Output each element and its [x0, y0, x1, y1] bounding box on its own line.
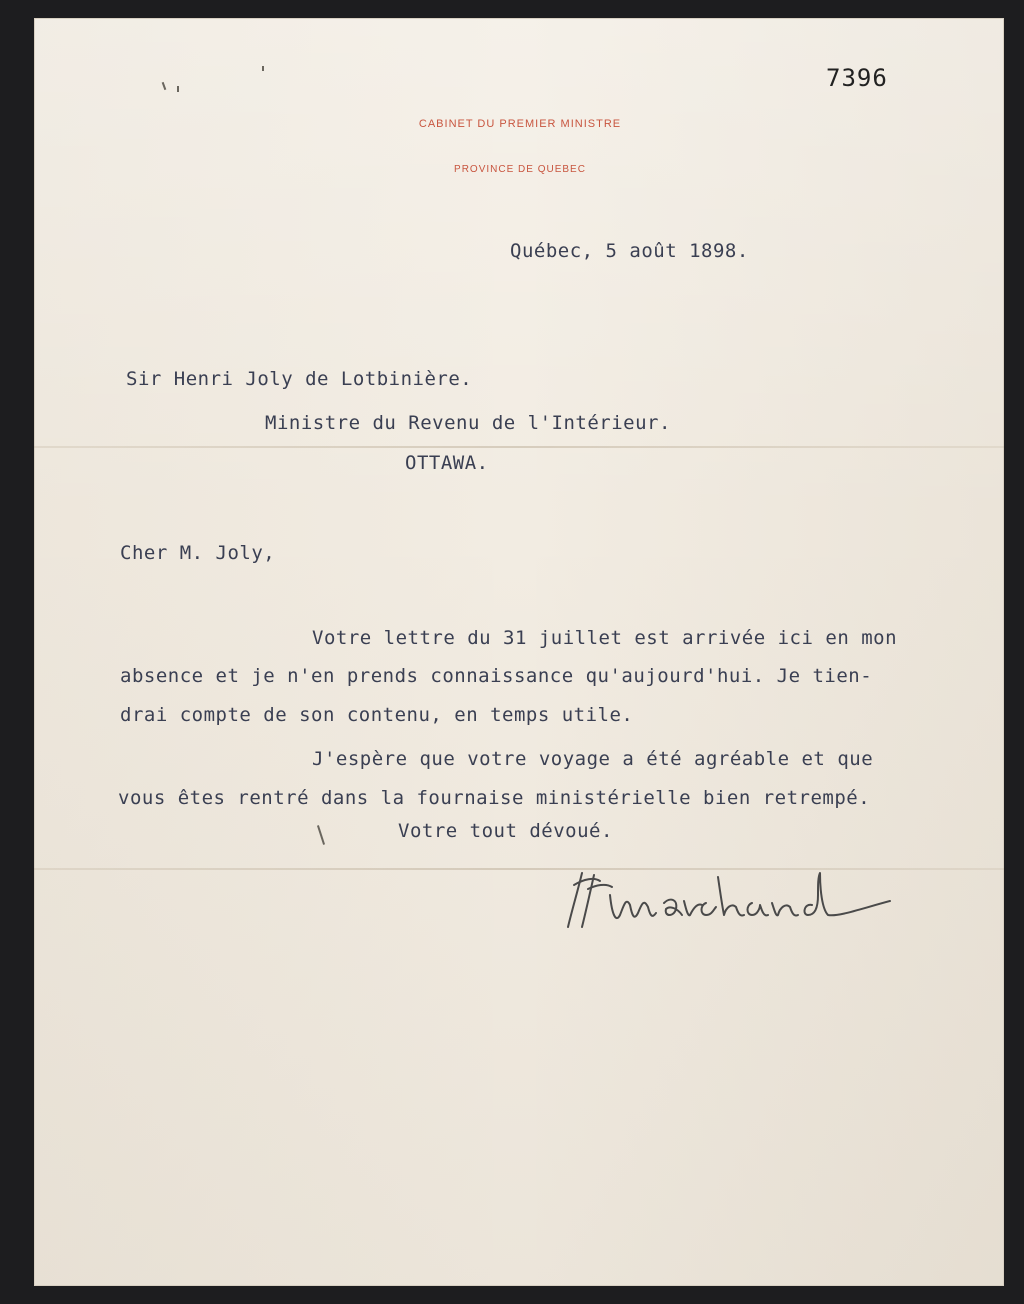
letter-page	[34, 18, 1004, 1286]
closing: Votre tout dévoué.	[398, 820, 613, 842]
fold-line	[34, 446, 1004, 448]
salutation: Cher M. Joly,	[120, 542, 276, 564]
date-line: Québec, 5 août 1898.	[510, 240, 749, 262]
stray-mark	[177, 86, 179, 92]
letterhead-province: PROVINCE DE QUEBEC	[454, 164, 586, 175]
recipient-name: Sir Henri Joly de Lotbinière.	[126, 368, 473, 390]
body-line: Votre lettre du 31 juillet est arrivée ici en mon	[312, 627, 898, 649]
recipient-city: OTTAWA.	[405, 452, 489, 474]
handwritten-signature	[560, 865, 910, 935]
recipient-title: Ministre du Revenu de l'Intérieur.	[265, 412, 671, 434]
body-line: vous êtes rentré dans la fournaise ministérielle bien retrempé.	[118, 787, 871, 809]
body-line: absence et je n'en prends connaissance qu'aujourd'hui. Je tien-	[120, 665, 873, 687]
document-number: 7396	[826, 64, 888, 92]
letterhead-title: CABINET DU PREMIER MINISTRE	[418, 118, 622, 130]
body-line: J'espère que votre voyage a été agréable et que	[312, 748, 874, 770]
stray-mark	[262, 66, 264, 71]
body-line: drai compte de son contenu, en temps utile.	[120, 704, 634, 726]
